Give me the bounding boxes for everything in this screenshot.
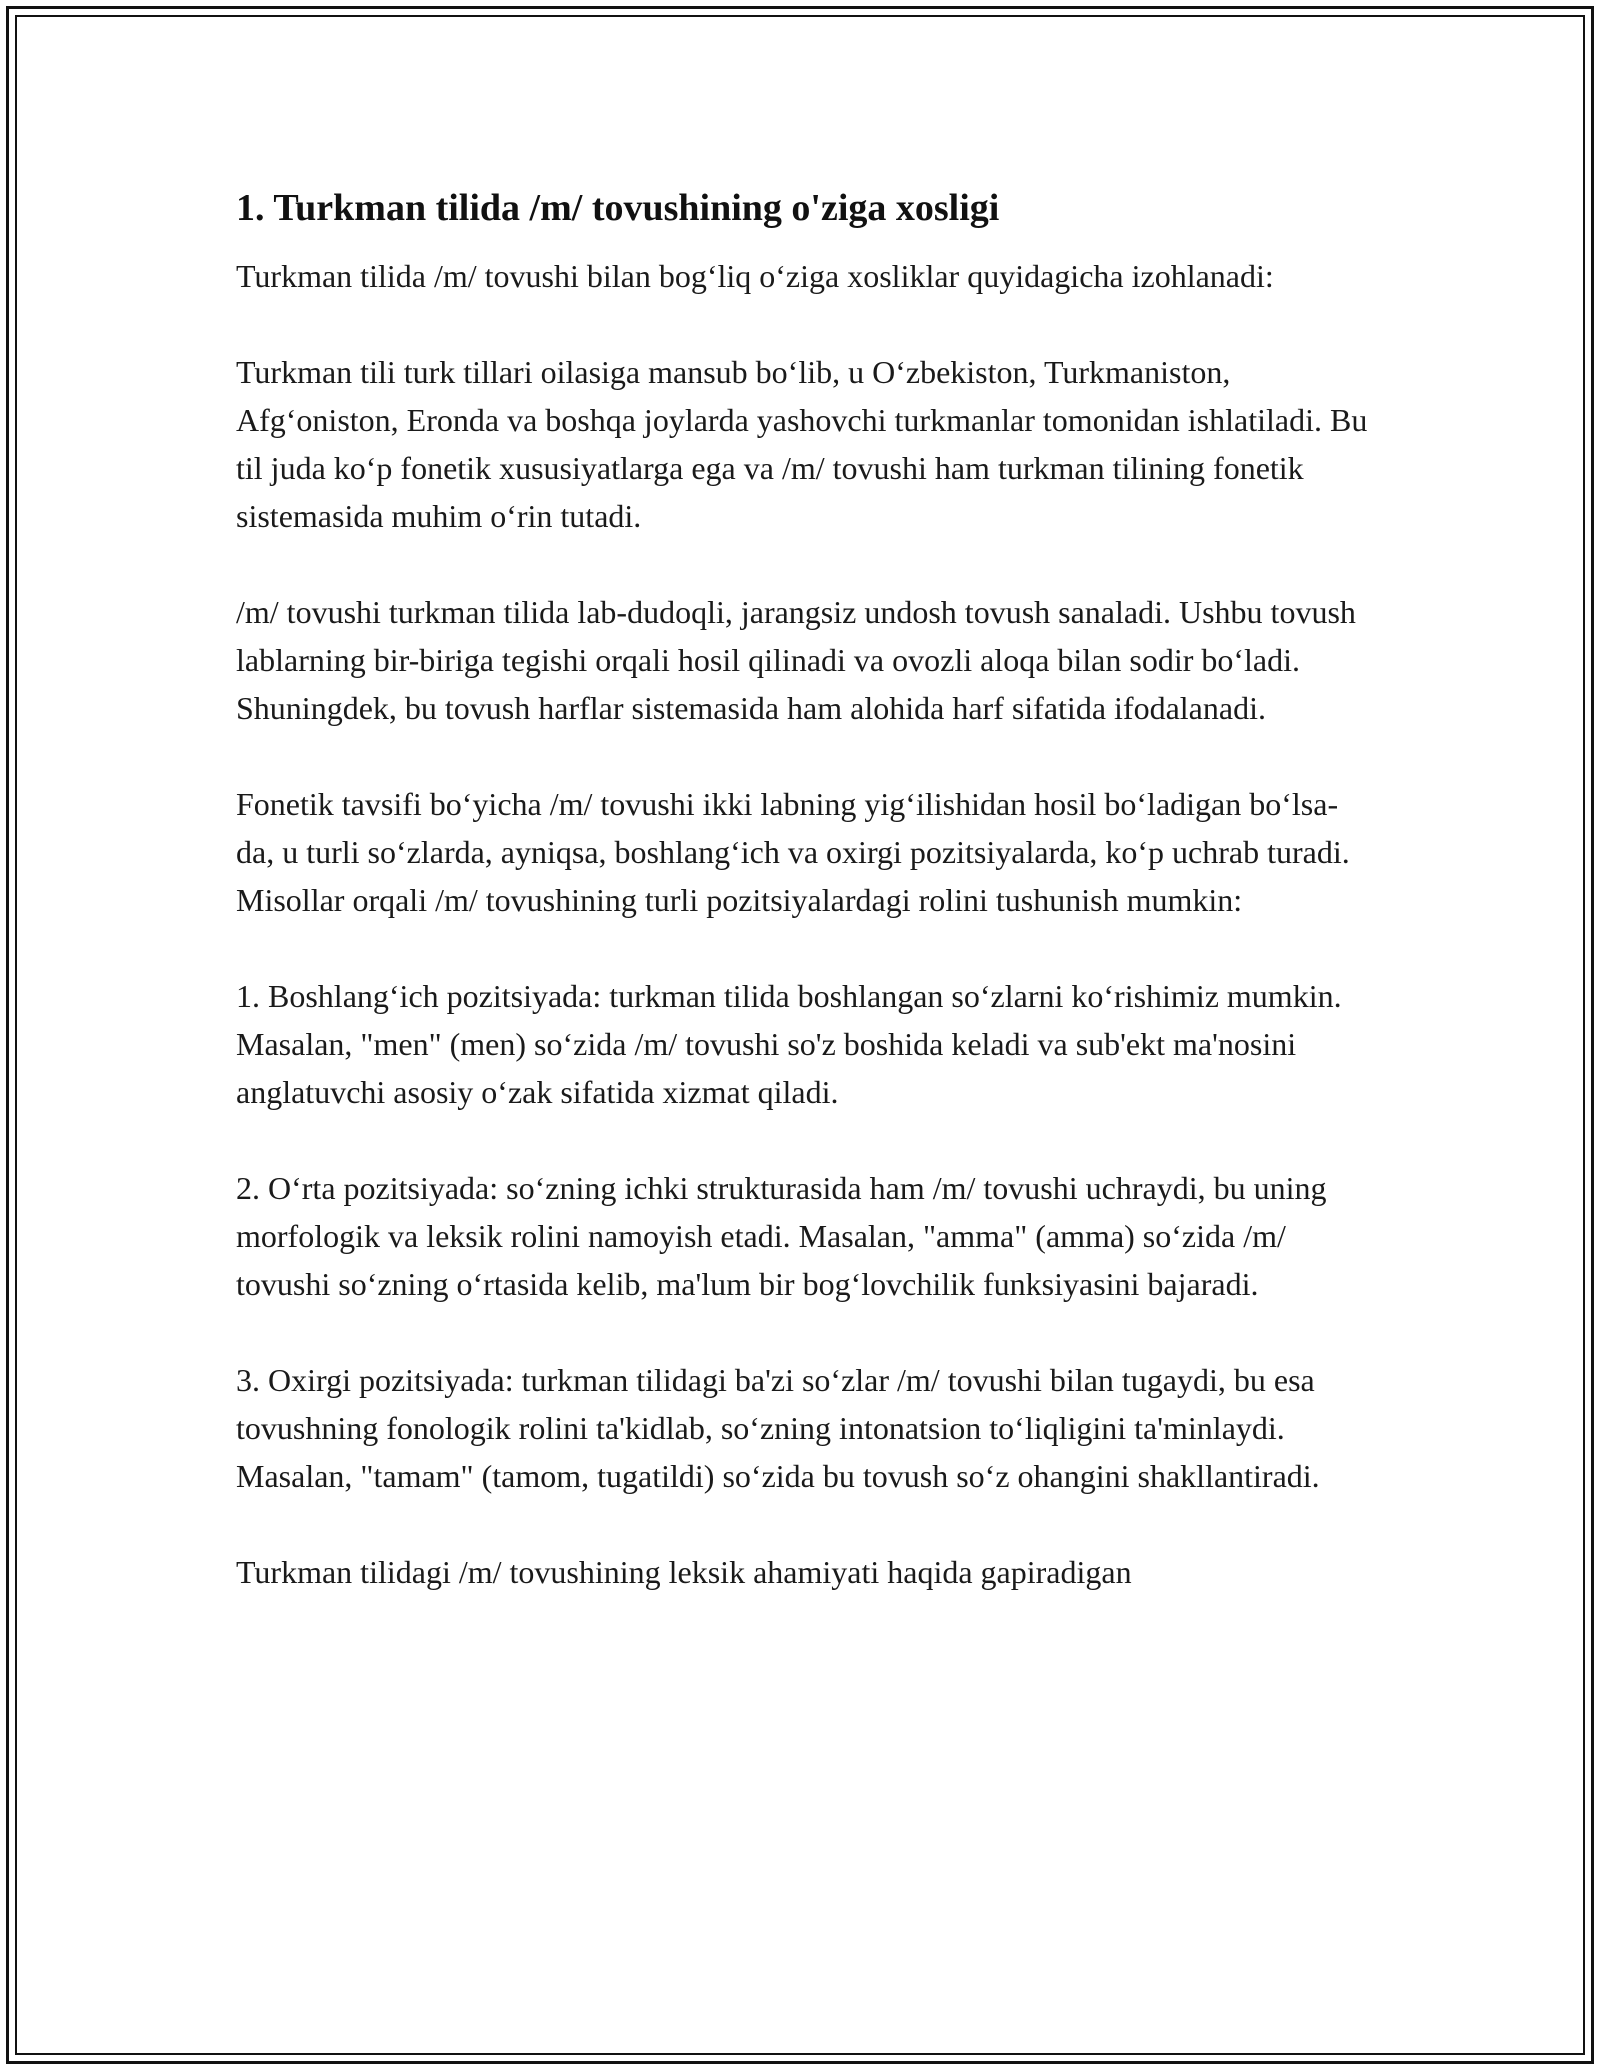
paragraph-lexical-significance: Turkman tilidagi /m/ tovushining leksik ahamiyati haqida gapiradigan (236, 1554, 1132, 1590)
paragraph-intro: Turkman tilida /m/ tovushi bilan bog‘liq o‘ziga xosliklar quyidagicha izohlanadi: (236, 258, 1274, 294)
list-item-middle-position: 2. O‘rta pozitsiyada: so‘zning ichki strukturasida ham /m/ tovushi uchraydi, bu uning morfologik va leksik rolini namoyish etadi. Masalan, "amma" (amma) so‘zida /m/ tovushi so‘zning o‘rtasida kelib, ma'lum bir bog‘lovchilik funksiyasini bajaradi. (236, 1170, 1327, 1302)
list-item-initial-position: 1. Boshlang‘ich pozitsiyada: turkman tilida boshlangan so‘zlarni ko‘rishimiz mumkin. Masalan, "men" (men) so‘zida /m/ tovushi so'z boshida keladi va sub'ekt ma'nosini anglatuvchi asosiy o‘zak sifatida xizmat qiladi. (236, 978, 1342, 1110)
paragraph-language-family: Turkman tili turk tillari oilasiga mansub bo‘lib, u O‘zbekiston, Turkmaniston, Afg‘oniston, Eronda va boshqa joylarda yashovchi turkmanlar tomonidan ishlatiladi. Bu til juda ko‘p fonetik xususiyatlarga ega va /m/ tovushi ham turkman tilining fonetik sistemasida muhim o‘rin tutadi. (236, 354, 1368, 534)
list-item-final-position: 3. Oxirgi pozitsiyada: turkman tilidagi ba'zi so‘zlar /m/ tovushi bilan tugaydi, bu esa tovushning fonologik rolini ta'kidlab, so‘zning intonatsion to‘liqligini ta'minlaydi. Masalan, "tamam" (tamom, tugatildi) so‘zida bu tovush so‘z ohangini shakllantiradi. (236, 1362, 1320, 1494)
page-title: 1. Turkman tilida /m/ tovushining o'ziga xosligi (236, 187, 1000, 229)
paragraph-phonetic-description: Fonetik tavsifi bo‘yicha /m/ tovushi ikki labning yig‘ilishidan hosil bo‘ladigan bo‘lsa-da, u turli so‘zlarda, ayniqsa, boshlang‘ich va oxirgi pozitsiyalarda, ko‘p uchrab turadi. Misollar orqali /m/ tovushining turli pozitsiyalardagi rolini tushunish mumkin: (236, 786, 1350, 918)
paragraph-articulation: /m/ tovushi turkman tilida lab-dudoqli, jarangsiz undosh tovush sanaladi. Ushbu tovush lablarning bir-biriga tegishi orqali hosil qilinadi va ovozli aloqa bilan sodir bo‘ladi. Shuningdek, bu tovush harflar sistemasida ham alohida harf sifatida ifodalanadi. (236, 594, 1356, 726)
document-body (236, 184, 1376, 1596)
